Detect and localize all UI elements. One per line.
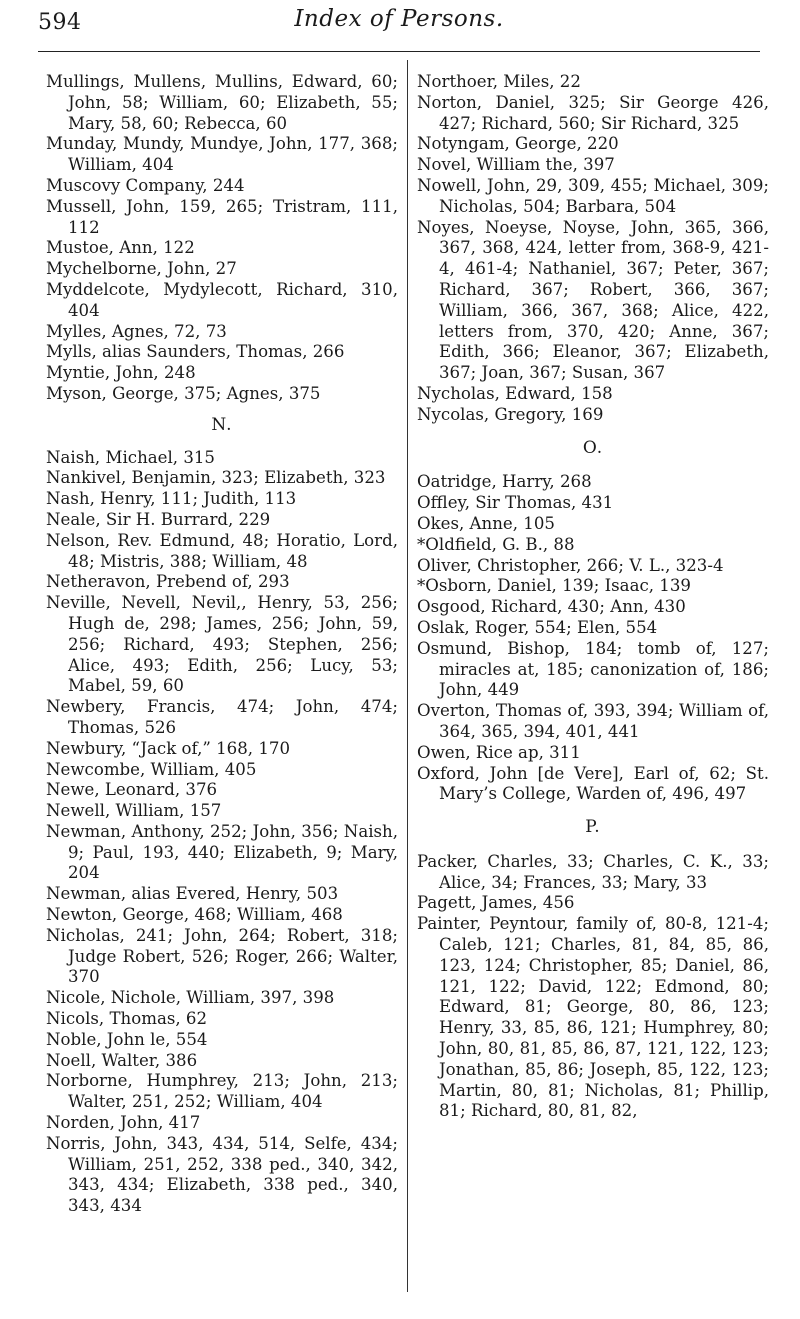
index-entry: *Osborn, Daniel, 139; Isaac, 139: [417, 576, 691, 596]
index-entry: Overton, Thomas of, 393, 394; William of, 364, 365, 394, 401, 441: [417, 701, 769, 741]
index-entry: Norborne, Humphrey, 213; John, 213; Walter, 251, 252; William, 404: [46, 1071, 398, 1112]
index-entry: Neville, Nevell, Nevil,, Henry, 53, 256; Hugh de, 298; James, 256; John, 59, 256; Richard, 493; Stephen, 256; Alice, 493; Edith, 256; Lucy, 53; Mabel, 59, 60: [46, 593, 398, 696]
index-entry: Newbery, Francis, 474; John, 474; Thomas, 526: [46, 697, 398, 737]
index-entry: Oliver, Christopher, 266; V. L., 323-4: [417, 555, 724, 575]
index-entry: Norris, John, 343, 434, 514, Selfe, 434; William, 251, 252, 338 ped., 340, 342, 343, 434; Elizabeth, 338 ped., 340, 343, 434: [46, 1133, 398, 1216]
right-column: [417, 72, 769, 1122]
index-entry: Mullings, Mullens, Mullins, Edward, 60; John, 58; William, 60; Elizabeth, 55; Mary, 58, 60; Rebecca, 60: [46, 72, 398, 133]
index-entry: Nelson, Rev. Edmund, 48; Horatio, Lord, 48; Mistris, 388; William, 48: [46, 530, 398, 571]
index-entry: Muscovy Company, 244: [46, 175, 245, 195]
index-entry: Myntie, John, 248: [46, 363, 196, 383]
index-entry: Newell, William, 157: [46, 801, 222, 821]
index-entry: Newton, George, 468; William, 468: [46, 905, 343, 925]
index-entry: Oxford, John [de Vere], Earl of, 62; St. Mary’s College, Warden of, 496, 497: [417, 763, 769, 804]
section-heading-n: N.: [211, 414, 233, 435]
index-entry: Osgood, Richard, 430; Ann, 430: [417, 597, 686, 617]
index-entry: Okes, Anne, 105: [417, 513, 555, 533]
index-entry: Norton, Daniel, 325; Sir George 426, 427; Richard, 560; Sir Richard, 325: [417, 92, 769, 133]
page-header: [34, 4, 764, 44]
running-title: Index of Persons.: [294, 6, 504, 32]
header-rule: [38, 51, 760, 52]
section-heading-o: O.: [582, 437, 604, 458]
index-entry: Nycolas, Gregory, 169: [417, 404, 604, 424]
index-entry: Owen, Rice ap, 311: [417, 742, 581, 762]
index-entry: Nycholas, Edward, 158: [417, 383, 613, 403]
index-entry: Pagett, James, 456: [417, 893, 575, 913]
index-entry: *Oldfield, G. B., 88: [417, 534, 575, 554]
index-entry: Newcombe, William, 405: [46, 759, 257, 779]
index-entry: Newman, alias Evered, Henry, 503: [46, 884, 339, 904]
index-entry: Nicols, Thomas, 62: [46, 1009, 208, 1029]
index-entry: Painter, Peyntour, family of, 80-8, 121-4; Caleb, 121; Charles, 81, 84, 85, 86, 123, 124; Christopher, 85; Daniel, 86, 121, 122; David, 122; Edmond, 80; Edward, 81; George, 80, 86, 123; Henry, 33, 85, 86, 121; Humphrey, 80; John, 80, 81, 85, 86, 87, 121, 122, 123; Jonathan, 85, 86; Joseph, 85, 122, 123; Martin, 80, 81; Nicholas, 81; Phillip, 81; Richard, 80, 81, 82,: [417, 914, 769, 1121]
page-number: 594: [38, 10, 82, 35]
index-entry: Offley, Sir Thomas, 431: [417, 493, 614, 513]
index-entry: Norden, John, 417: [46, 1113, 201, 1133]
index-entry: Noble, John le, 554: [46, 1029, 208, 1049]
right-entries-o: [417, 472, 769, 805]
index-entry: Packer, Charles, 33; Charles, C. K., 33; Alice, 34; Frances, 33; Mary, 33: [417, 851, 769, 892]
index-entry: Osmund, Bishop, 184; tomb of, 127; miracles at, 185; canonization of, 186; John, 449: [417, 638, 769, 700]
left-column: [46, 72, 398, 1217]
index-entry: Nicole, Nichole, William, 397, 398: [46, 988, 335, 1008]
index-entry: Mychelborne, John, 27: [46, 259, 237, 279]
index-entry: Mustoe, Ann, 122: [46, 238, 195, 258]
index-entry: Nicholas, 241; John, 264; Robert, 318; Judge Robert, 526; Roger, 266; Walter, 370: [46, 925, 398, 987]
index-entry: Mylles, Agnes, 72, 73: [46, 321, 227, 341]
index-entry: Northoer, Miles, 22: [417, 72, 581, 91]
index-entry: Notyngam, George, 220: [417, 134, 619, 154]
index-entry: Myddelcote, Mydylecott, Richard, 310, 404: [46, 279, 398, 320]
index-entry: Newman, Anthony, 252; John, 356; Naish, 9; Paul, 193, 440; Elizabeth, 9; Mary, 204: [46, 821, 398, 883]
index-entry: Nowell, John, 29, 309, 455; Michael, 309; Nicholas, 504; Barbara, 504: [417, 175, 769, 216]
index-entry: Oatridge, Harry, 268: [417, 472, 592, 492]
index-entry: Newbury, “Jack of,” 168, 170: [46, 738, 291, 758]
index-entry: Myson, George, 375; Agnes, 375: [46, 383, 321, 403]
index-entry: Newe, Leonard, 376: [46, 780, 218, 800]
index-entry: Nash, Henry, 111; Judith, 113: [46, 489, 297, 509]
section-heading-p: P.: [585, 817, 601, 838]
column-divider: [407, 60, 408, 1292]
index-entry: Neale, Sir H. Burrard, 229: [46, 509, 271, 529]
left-entries-n: [46, 448, 398, 1217]
right-entries-n: [417, 72, 769, 426]
index-entry: Noell, Walter, 386: [46, 1050, 198, 1070]
index-entry: Novel, William the, 397: [417, 155, 615, 175]
index-entry: Mylls, alias Saunders, Thomas, 266: [46, 342, 345, 362]
index-entry: Naish, Michael, 315: [46, 447, 215, 467]
index-entry: Oslak, Roger, 554; Elen, 554: [417, 617, 658, 637]
index-entry: Netheravon, Prebend of, 293: [46, 572, 290, 592]
index-entry: Nankivel, Benjamin, 323; Elizabeth, 323: [46, 468, 386, 488]
index-entry: Munday, Mundy, Mundye, John, 177, 368; William, 404: [46, 134, 398, 175]
right-entries-p: [417, 852, 769, 1122]
index-entry: Mussell, John, 159, 265; Tristram, 111, 112: [46, 196, 398, 237]
index-entry: Noyes, Noeyse, Noyse, John, 365, 366, 367, 368, 424, letter from, 368-9, 421-4, 461-4; Nathaniel, 367; Peter, 367; Richard, 367; Robert, 366, 367; William, 366, 367, 368; Alice, 422, letters from, 370, 420; Anne, 367; Edith, 366; Eleanor, 367; Elizabeth, 367; Joan, 367; Susan, 367: [417, 217, 769, 383]
left-entries-m: [46, 72, 398, 405]
